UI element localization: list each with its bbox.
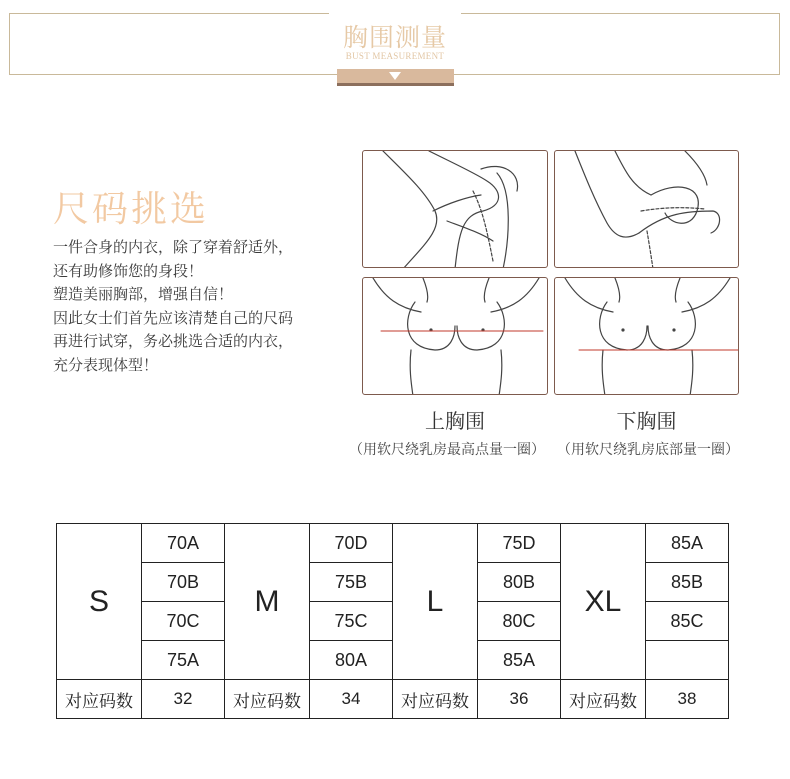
lower-bust-side-illustration xyxy=(554,150,739,268)
header-title: 胸围测量 xyxy=(342,23,447,52)
cup-cell: 75B xyxy=(309,562,393,602)
size-cell-l: L xyxy=(392,523,478,680)
intro-line: 一件合身的内衣，除了穿着舒适外， xyxy=(53,238,294,256)
header-subtitle: BUST MEASUREMENT xyxy=(345,51,445,61)
cup-cell: 75D xyxy=(477,523,561,563)
arrow-down-icon xyxy=(389,72,401,80)
cup-cell: 70C xyxy=(141,601,225,641)
lower-bust-caption: 下胸围 xyxy=(616,409,677,433)
cup-cell: 70B xyxy=(141,562,225,602)
cup-cell: 85C xyxy=(645,601,729,641)
intro-text xyxy=(53,236,353,377)
cup-cell: 75A xyxy=(141,640,225,680)
cup-cell: 70D xyxy=(309,523,393,563)
lower-bust-note: （用软尺绕乳房底部量一圈） xyxy=(557,442,739,458)
cup-cell-empty xyxy=(645,640,729,680)
cup-cell: 70A xyxy=(141,523,225,563)
size-table xyxy=(56,523,729,719)
upper-bust-caption: 上胸围 xyxy=(425,409,485,433)
code-label-cell: 对应码数 xyxy=(224,679,310,719)
code-label-cell: 对应码数 xyxy=(392,679,478,719)
size-cell-m: M xyxy=(224,523,310,680)
header-frame-gap xyxy=(329,11,461,15)
intro-line: 再进行试穿，务必挑选合适的内衣， xyxy=(53,332,294,350)
cup-cell: 75C xyxy=(309,601,393,641)
code-value-cell: 32 xyxy=(141,679,225,719)
section-title: 尺码挑选 xyxy=(53,189,210,230)
intro-line: 因此女士们首先应该清楚自己的尺码 xyxy=(53,308,294,327)
code-value-cell: 36 xyxy=(477,679,561,719)
size-cell-s: S xyxy=(56,523,142,680)
code-label-cell: 对应码数 xyxy=(56,679,142,719)
upper-bust-front-illustration xyxy=(362,277,548,395)
cup-cell: 80B xyxy=(477,562,561,602)
upper-bust-note: （用软尺绕乳房最高点量一圈） xyxy=(349,442,545,458)
cup-cell: 80C xyxy=(477,601,561,641)
intro-line: 塑造美丽胸部，增强自信！ xyxy=(53,285,234,303)
cup-cell: 85B xyxy=(645,562,729,602)
intro-line: 充分表现体型！ xyxy=(53,355,159,374)
cup-cell: 85A xyxy=(645,523,729,563)
code-label-cell: 对应码数 xyxy=(560,679,646,719)
cup-cell: 85A xyxy=(477,640,561,680)
cup-cell: 80A xyxy=(309,640,393,680)
lower-bust-front-illustration xyxy=(554,277,739,395)
code-value-cell: 34 xyxy=(309,679,393,719)
code-value-cell: 38 xyxy=(645,679,729,719)
upper-bust-side-illustration xyxy=(362,150,548,268)
size-cell-xl: XL xyxy=(560,523,646,680)
intro-line: 还有助修饰您的身段！ xyxy=(53,261,204,280)
